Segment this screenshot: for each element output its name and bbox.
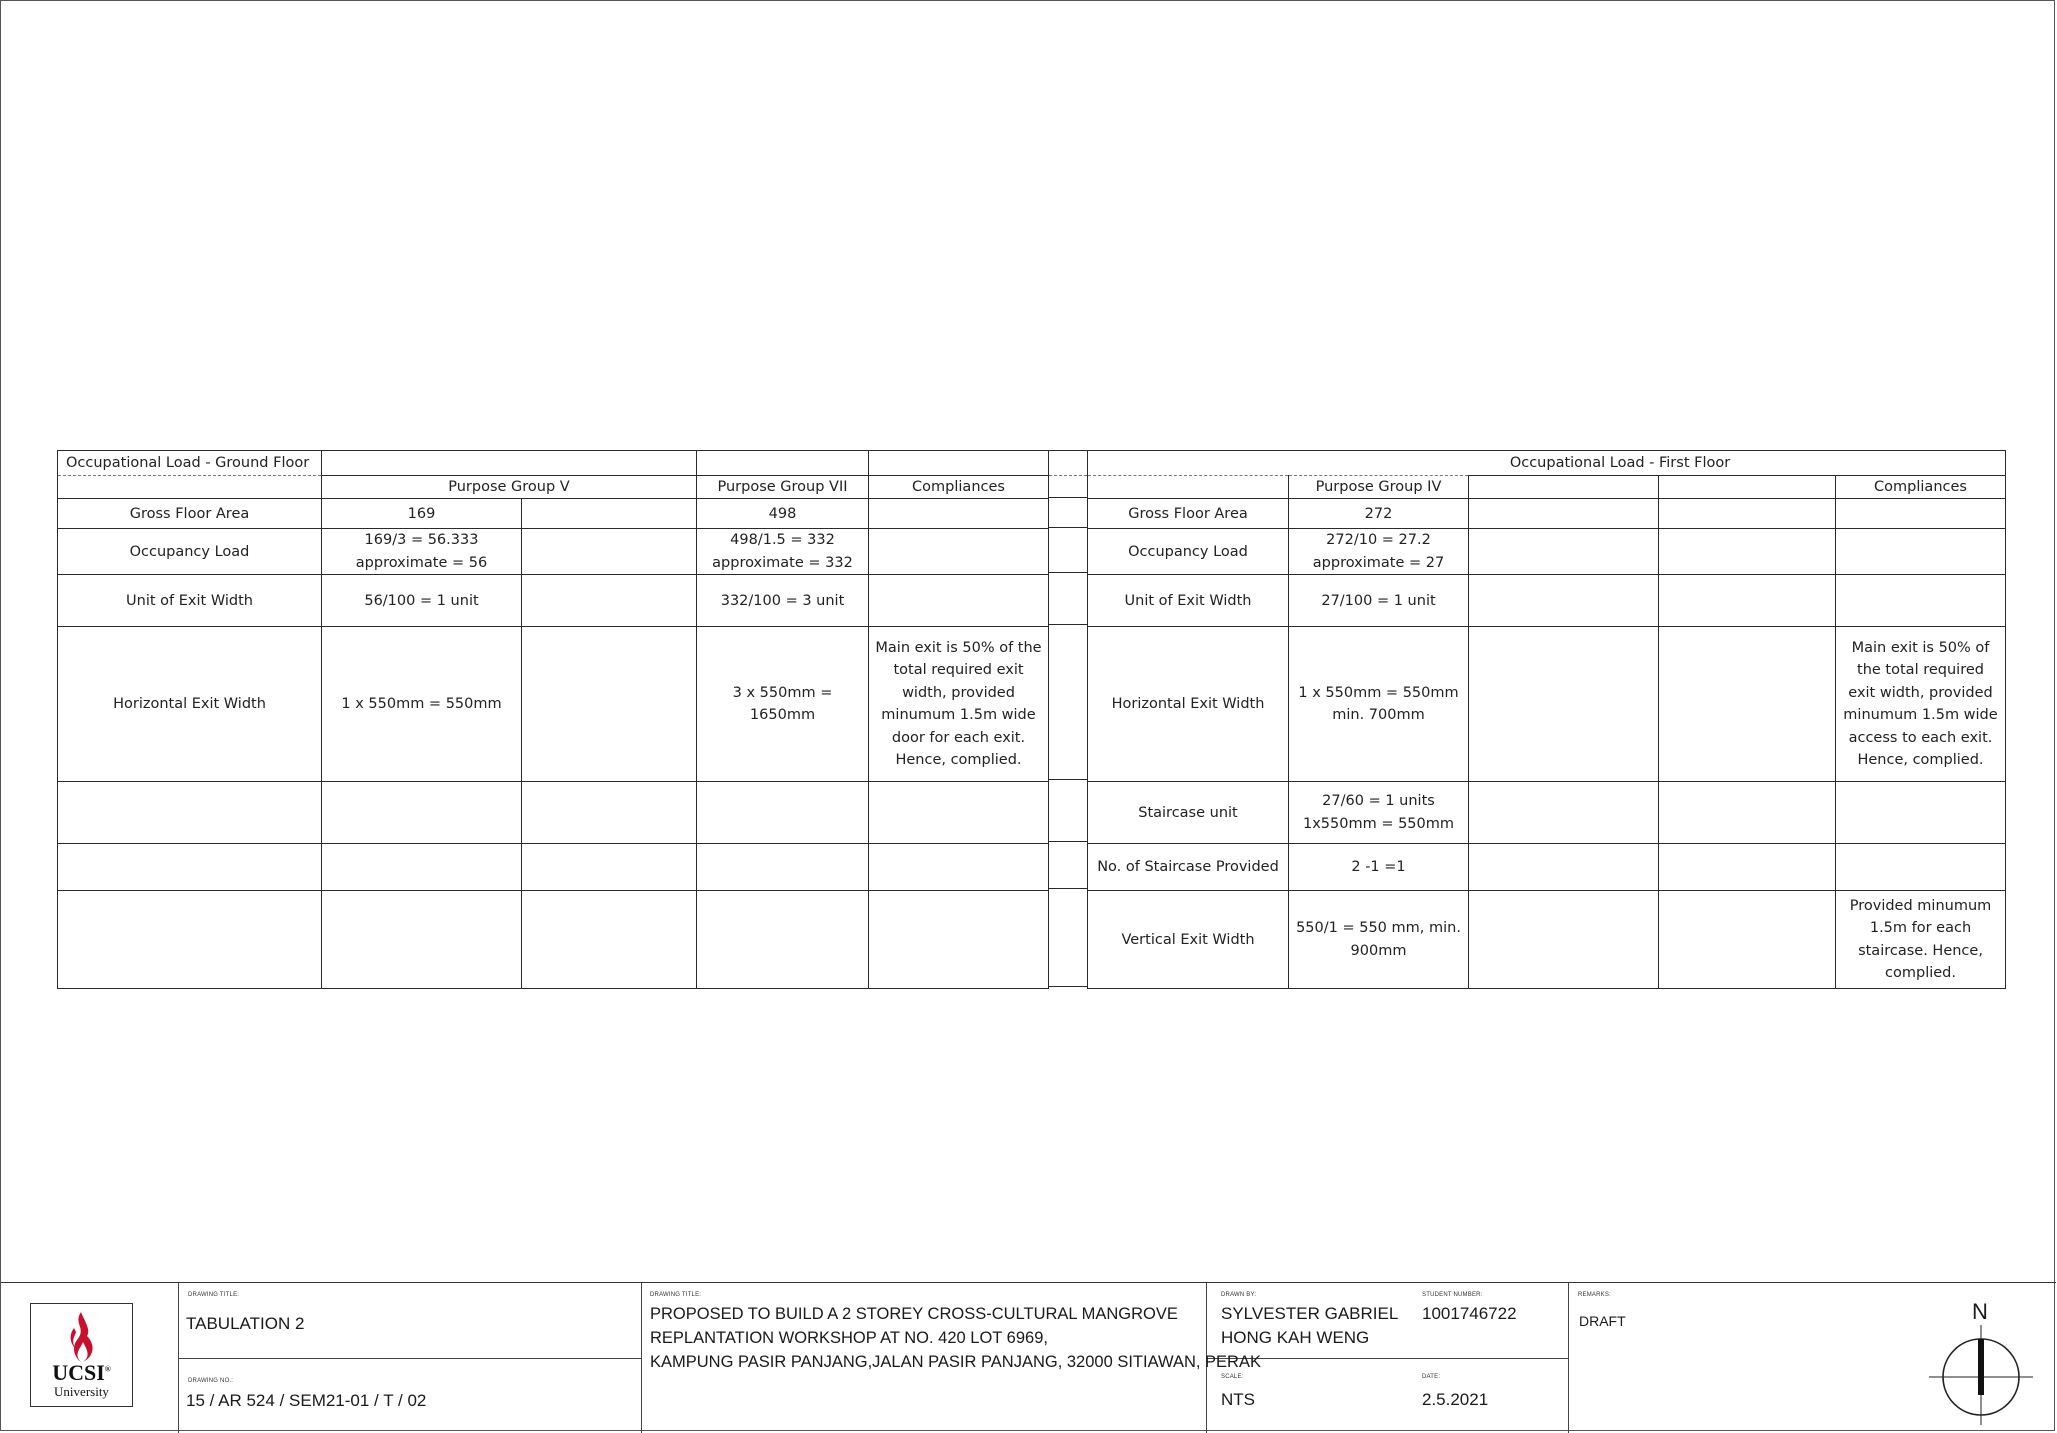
ground-floor-title: Occupational Load - Ground Floor xyxy=(58,451,322,476)
compliance-value: Main exit is 50% of the total required exit width, provided minumum 1.5m wide access to each exit. Hence, complied. xyxy=(1836,627,2006,782)
empty-cell xyxy=(1088,476,1289,499)
compliance-value xyxy=(869,499,1049,529)
empty-cell xyxy=(322,844,522,891)
empty-cell xyxy=(1659,529,1836,575)
spacer-column xyxy=(1048,450,1088,987)
purpose-group-v-header: Purpose Group V xyxy=(322,476,697,499)
date-label: DATE: xyxy=(1422,1374,1441,1380)
table-row xyxy=(58,476,1049,499)
divider xyxy=(1568,1283,1569,1433)
empty-cell xyxy=(322,451,697,476)
table-row xyxy=(1088,575,2006,627)
group-vii-value: 332/100 = 3 unit xyxy=(697,575,869,627)
project-title-label: DRAWING TITLE: xyxy=(650,1292,702,1298)
table-row xyxy=(58,891,1049,989)
table-row xyxy=(1088,782,2006,844)
empty-cell xyxy=(697,451,869,476)
empty-cell xyxy=(522,529,697,575)
table-row xyxy=(1088,529,2006,575)
row-label: Occupancy Load xyxy=(58,529,322,575)
empty-cell xyxy=(1049,780,1088,842)
empty-cell xyxy=(58,891,322,989)
compliance-value: Provided minumum 1.5m for each staircase. Hence, complied. xyxy=(1836,891,2006,989)
empty-cell xyxy=(869,782,1049,844)
empty-cell xyxy=(1469,575,1659,627)
table-row xyxy=(58,782,1049,844)
table-row xyxy=(58,844,1049,891)
compliance-value xyxy=(1836,782,2006,844)
table-row xyxy=(58,529,1049,575)
empty-cell xyxy=(1049,476,1088,498)
row-label: Horizontal Exit Width xyxy=(1088,627,1289,782)
flame-logo-icon xyxy=(61,1310,101,1364)
empty-cell xyxy=(1659,844,1836,891)
scale-label: SCALE: xyxy=(1221,1374,1244,1380)
group-v-value: 1 x 550mm = 550mm xyxy=(322,627,522,782)
compliance-value xyxy=(869,529,1049,575)
group-vii-value: 3 x 550mm = 1650mm xyxy=(697,627,869,782)
empty-cell xyxy=(1469,891,1659,989)
empty-cell xyxy=(869,844,1049,891)
empty-cell xyxy=(1659,782,1836,844)
empty-cell xyxy=(522,499,697,529)
empty-cell xyxy=(322,782,522,844)
group-v-value: 169 xyxy=(322,499,522,529)
compliances-header: Compliances xyxy=(869,476,1049,499)
divider xyxy=(641,1283,642,1433)
compliance-value xyxy=(1836,575,2006,627)
table-row xyxy=(1088,476,2006,499)
row-label: No. of Staircase Provided xyxy=(1088,844,1289,891)
empty-cell xyxy=(1049,573,1088,625)
compliance-value xyxy=(1836,499,2006,529)
table-row xyxy=(1088,451,2006,476)
empty-cell xyxy=(58,844,322,891)
university-logo xyxy=(30,1303,133,1407)
empty-cell xyxy=(58,476,322,499)
compliance-value xyxy=(869,575,1049,627)
date-value: 2.5.2021 xyxy=(1422,1390,1489,1409)
group-v-value: 56/100 = 1 unit xyxy=(322,575,522,627)
empty-cell xyxy=(1659,499,1836,529)
drawing-number: 15 / AR 524 / SEM21-01 / T / 02 xyxy=(186,1391,427,1410)
empty-cell xyxy=(1469,499,1659,529)
empty-cell xyxy=(522,782,697,844)
group-iv-value: 2 -1 =1 xyxy=(1289,844,1469,891)
row-label: Unit of Exit Width xyxy=(1088,575,1289,627)
table-row xyxy=(58,499,1049,529)
empty-cell xyxy=(1049,889,1088,987)
drawn-by-label: DRAWN BY: xyxy=(1221,1292,1257,1298)
group-iv-value: 27/60 = 1 units 1x550mm = 550mm xyxy=(1289,782,1469,844)
group-iv-value: 272/10 = 27.2 approximate = 27 xyxy=(1289,529,1469,575)
table-row xyxy=(58,451,1049,476)
remarks-value: DRAFT xyxy=(1579,1313,1626,1329)
empty-cell xyxy=(1049,625,1088,780)
empty-cell xyxy=(1469,529,1659,575)
row-label: Horizontal Exit Width xyxy=(58,627,322,782)
project-title: PROPOSED TO BUILD A 2 STOREY CROSS-CULTURAL MANGROVE REPLANTATION WORKSHOP AT NO. 420 LOT 6969, KAMPUNG PASIR PANJANG,JALAN PASIR PANJANG, 32000 SITIAWAN, PERAK xyxy=(650,1305,1261,1371)
compliance-value xyxy=(1836,844,2006,891)
empty-cell xyxy=(522,891,697,989)
drawing-title: TABULATION 2 xyxy=(186,1314,305,1333)
purpose-group-vii-header: Purpose Group VII xyxy=(697,476,869,499)
row-label: Gross Floor Area xyxy=(58,499,322,529)
first-floor-title: Occupational Load - First Floor xyxy=(1088,451,2006,476)
drawn-by: SYLVESTER GABRIEL HONG KAH WENG xyxy=(1221,1304,1399,1347)
empty-cell xyxy=(1659,476,1836,499)
empty-cell xyxy=(697,891,869,989)
divider xyxy=(178,1358,641,1359)
group-v-value: 169/3 = 56.333 approximate = 56 xyxy=(322,529,522,575)
ground-floor-table xyxy=(57,450,1049,989)
row-label: Staircase unit xyxy=(1088,782,1289,844)
empty-cell xyxy=(522,844,697,891)
purpose-group-iv-header: Purpose Group IV xyxy=(1289,476,1469,499)
north-label: N xyxy=(1972,1299,1988,1324)
row-label: Vertical Exit Width xyxy=(1088,891,1289,989)
first-floor-table xyxy=(1087,450,2006,989)
empty-cell xyxy=(1469,782,1659,844)
logo-wordmark: UCSI® xyxy=(52,1360,111,1385)
empty-cell xyxy=(1049,528,1088,573)
empty-cell xyxy=(522,627,697,782)
group-iv-value: 1 x 550mm = 550mm min. 700mm xyxy=(1289,627,1469,782)
remarks-label: REMARKS: xyxy=(1578,1292,1611,1298)
table-row xyxy=(1088,891,2006,989)
group-iv-value: 27/100 = 1 unit xyxy=(1289,575,1469,627)
group-iv-value: 272 xyxy=(1289,499,1469,529)
empty-cell xyxy=(1049,842,1088,889)
student-number: 1001746722 xyxy=(1422,1304,1517,1323)
empty-cell xyxy=(1659,575,1836,627)
empty-cell xyxy=(1469,627,1659,782)
title-block xyxy=(1,1282,2056,1433)
empty-cell xyxy=(1659,891,1836,989)
logo-subtitle: University xyxy=(54,1384,109,1399)
empty-cell xyxy=(58,782,322,844)
empty-cell xyxy=(1469,476,1659,499)
group-iv-value: 550/1 = 550 mm, min. 900mm xyxy=(1289,891,1469,989)
north-arrow-icon xyxy=(1929,1325,2033,1425)
empty-cell xyxy=(869,451,1049,476)
drawing-no-label: DRAWING NO.: xyxy=(188,1378,234,1384)
table-row xyxy=(1088,627,2006,782)
table-row xyxy=(58,627,1049,782)
compliance-value: Main exit is 50% of the total required exit width, provided minumum 1.5m wide door for each exit. Hence, complied. xyxy=(869,627,1049,782)
empty-cell xyxy=(1659,627,1836,782)
table-row xyxy=(58,575,1049,627)
compliances-header: Compliances xyxy=(1836,476,2006,499)
empty-cell xyxy=(1049,451,1088,476)
compliance-value xyxy=(1836,529,2006,575)
table-row xyxy=(1088,499,2006,529)
empty-cell xyxy=(322,891,522,989)
group-vii-value: 498/1.5 = 332 approximate = 332 xyxy=(697,529,869,575)
scale-value: NTS xyxy=(1221,1390,1255,1409)
row-label: Occupancy Load xyxy=(1088,529,1289,575)
row-label: Unit of Exit Width xyxy=(58,575,322,627)
empty-cell xyxy=(1049,498,1088,528)
empty-cell xyxy=(697,782,869,844)
empty-cell xyxy=(1469,844,1659,891)
empty-cell xyxy=(522,575,697,627)
student-number-label: STUDENT NUMBER: xyxy=(1422,1292,1483,1298)
row-label: Gross Floor Area xyxy=(1088,499,1289,529)
table-row xyxy=(1088,844,2006,891)
group-vii-value: 498 xyxy=(697,499,869,529)
empty-cell xyxy=(697,844,869,891)
drawing-title-label: DRAWING TITLE: xyxy=(188,1292,240,1298)
empty-cell xyxy=(869,891,1049,989)
